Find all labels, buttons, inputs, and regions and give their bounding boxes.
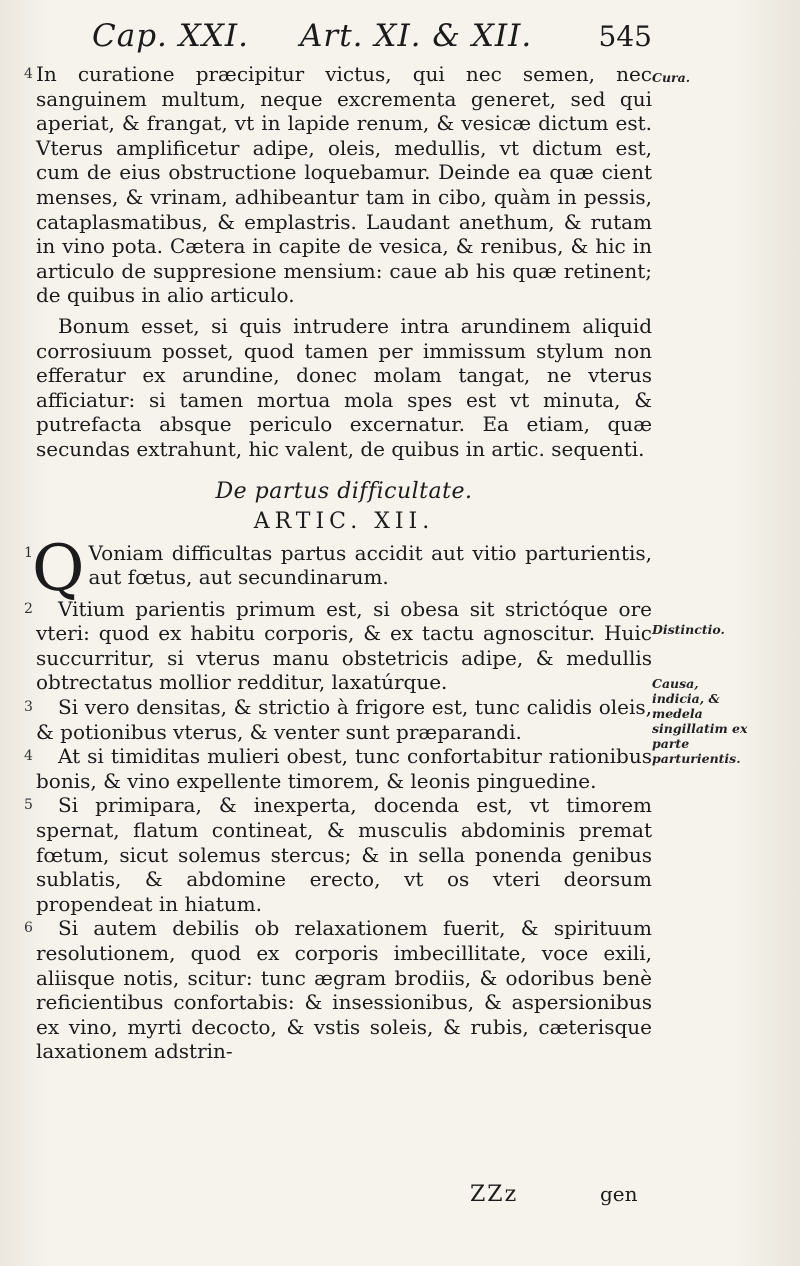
paragraph-number: 5 (24, 797, 33, 814)
paragraph-corrosive (36, 314, 652, 462)
numbered-paragraph-3 (24, 695, 652, 744)
numbered-paragraph-5 (24, 793, 652, 916)
paragraph-text (32, 531, 652, 606)
numbered-paragraph-1 (24, 531, 652, 606)
paragraph-text: Si vero densitas, & strictio à frigore est, tunc calidis oleis, & potionibus vterus, & venter sunt præparandi. (36, 695, 652, 744)
article-heading: Art. XI. & XII. (300, 18, 533, 54)
numbered-paragraph-4 (24, 744, 652, 793)
article-title: ARTIC. XII. (253, 509, 435, 535)
catchword: gen (600, 1182, 638, 1206)
chapter-heading: Cap. XXI. (92, 18, 249, 54)
main-text (24, 62, 652, 1064)
paragraph-text: Vitium parientis primum est, si obesa sit strictóque ore vteri: quod ex habitu corporis, & ex tactu agnoscitur. Huic succurritur, si vterus manu obstetricis adipe, & medullis obtrectatus mollior redditur, laxatúrque. (36, 596, 652, 695)
running-header (92, 14, 652, 58)
paragraph-text: In curatione præcipitur victus, qui nec semen, nec sanguinem multum, neque excrementa generet, sed qui aperiat, & frangat, vt in lapide renum, & vesicæ dictum est. Vterus amplificetur adipe, oleis, medullis, vt dictum est, cum de eius obstructione loquebamur. Deinde ea quæ cient menses, & vrinam, adhibeantur tam in cibo, quàm in pessis, cataplasmatibus, & emplastris. Laudant anethum, & rutam in vino pota. Cætera in capite de vesica, & renibus, & hic in articulo de suppresione mensium: caue ab his quæ retinent; de quibus in alio articulo. (36, 62, 652, 308)
paragraph-text: At si timiditas mulieri obest, tunc confortabitur rationibus bonis, & vino expellente timorem, & leonis pinguedine. (36, 744, 652, 793)
paragraph-number: 6 (24, 920, 33, 937)
paragraph-number: 4 (24, 66, 33, 82)
drop-cap: Q (32, 531, 85, 606)
paragraph-number: 2 (24, 600, 33, 617)
paragraph-cure (24, 62, 652, 308)
margin-note-causa: Causa, indicia, & medela singillatim ex parte parturientis. (652, 676, 748, 766)
margin-note-distinctio: Distinctio. (652, 622, 725, 637)
page-number: 545 (598, 20, 652, 53)
numbered-paragraph-6 (24, 916, 652, 1064)
paragraph-number: 3 (24, 699, 33, 716)
paragraph-text: Si autem debilis ob relaxationem fuerit, & spirituum resolutionem, quod ex corporis imbecillitate, voce exili, aliisque notis, scitur: tunc ægram brodiis, & odoribus benè reficientibus confortabis: & insessionibus, & aspersionibus ex vino, myrti decocto, & vstis soleis, & rubis, cæterisque laxationem adstrin- (36, 916, 652, 1064)
paragraph-number: 1 (24, 544, 33, 561)
margin-note-cura: Cura. (652, 70, 691, 85)
paragraph-text: Bonum esset, si quis intrudere intra arundinem aliquid corrosiuum posset, quod tamen per immissum stylum non efferatur ex arundine, donec molam tangat, ne vterus afficiatur: si tamen mortua mola spes est vt minuta, & putrefacta absque periculo excernatur. Ea etiam, quæ secundas extrahunt, hic valent, de quibus in artic. sequenti. (36, 313, 652, 461)
paragraph-text: Si primipara, & inexperta, docenda est, vt timorem spernat, flatum contineat, & musculis abdominis premat fœtum, sicut solemus stercus; & in sella ponenda genibus sublatis, & abdomine erecto, vt os vteri deorsum propendeat in hiatum. (36, 793, 652, 916)
signature-mark: ZZz (470, 1182, 519, 1207)
section-title: De partus difficultate. (215, 478, 473, 504)
paragraph-body: Voniam difficultas partus accidit aut vitio parturientis, aut fœtus, aut secundinarum. (88, 540, 652, 590)
numbered-paragraph-2 (24, 596, 652, 695)
paragraph-number: 4 (24, 748, 33, 765)
